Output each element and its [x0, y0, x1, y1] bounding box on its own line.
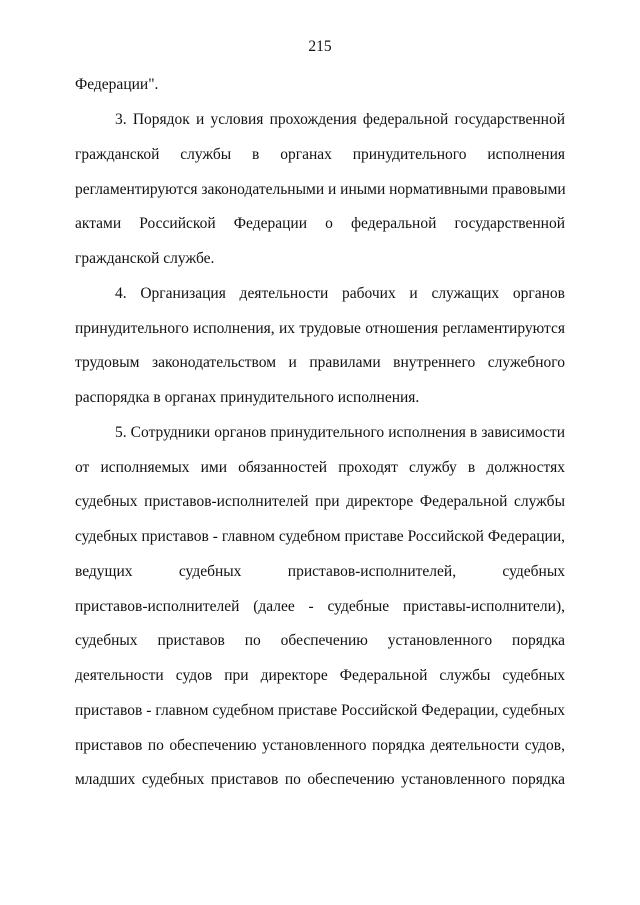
paragraph-5-line-7: судебных приставов по обеспечению установленного порядка — [75, 632, 565, 649]
paragraph-3-line-4: актами Российской Федерации о федеральной государственной — [75, 215, 565, 232]
paragraph-5-line-4: судебных приставов - главном судебном приставе Российской Федерации, — [75, 528, 565, 545]
paragraph-5-line-8: деятельности судов при директоре Федеральной службы судебных — [75, 667, 565, 684]
paragraph-5-line-11: младших судебных приставов по обеспечению установленного порядка — [75, 771, 565, 788]
paragraph-4-line-3: трудовым законодательством и правилами внутреннего служебного — [75, 354, 565, 371]
paragraph-4-line-2: принудительного исполнения, их трудовые отношения регламентируются — [75, 320, 565, 337]
text-line-1: Федерации". — [75, 76, 159, 93]
paragraph-5-line-10: приставов по обеспечению установленного порядка деятельности судов, — [75, 737, 565, 754]
paragraph-5-line-3: судебных приставов-исполнителей при директоре Федеральной службы — [75, 493, 565, 510]
paragraph-3-line-5: гражданской службе. — [75, 250, 215, 267]
page-number: 215 — [308, 38, 332, 55]
paragraph-3-line-3: регламентируются законодательными и иными нормативными правовыми — [75, 181, 566, 198]
paragraph-4-line-1: 4. Организация деятельности рабочих и служащих органов — [115, 285, 565, 302]
paragraph-4-line-4: распорядка в органах принудительного исполнения. — [75, 389, 420, 406]
paragraph-5-line-2: от исполняемых ими обязанностей проходят службу в должностях — [75, 459, 565, 476]
paragraph-5-line-1: 5. Сотрудники органов принудительного исполнения в зависимости — [115, 424, 565, 441]
paragraph-3-line-2: гражданской службы в органах принудительного исполнения — [75, 146, 565, 163]
paragraph-3-line-1: 3. Порядок и условия прохождения федеральной государственной — [115, 111, 565, 128]
paragraph-5-line-9: приставов - главном судебном приставе Российской Федерации, судебных — [75, 702, 565, 719]
paragraph-5-line-5: ведущих судебных приставов-исполнителей, судебных — [75, 563, 565, 580]
paragraph-5-line-6: приставов-исполнителей (далее - судебные приставы-исполнители), — [75, 598, 565, 615]
